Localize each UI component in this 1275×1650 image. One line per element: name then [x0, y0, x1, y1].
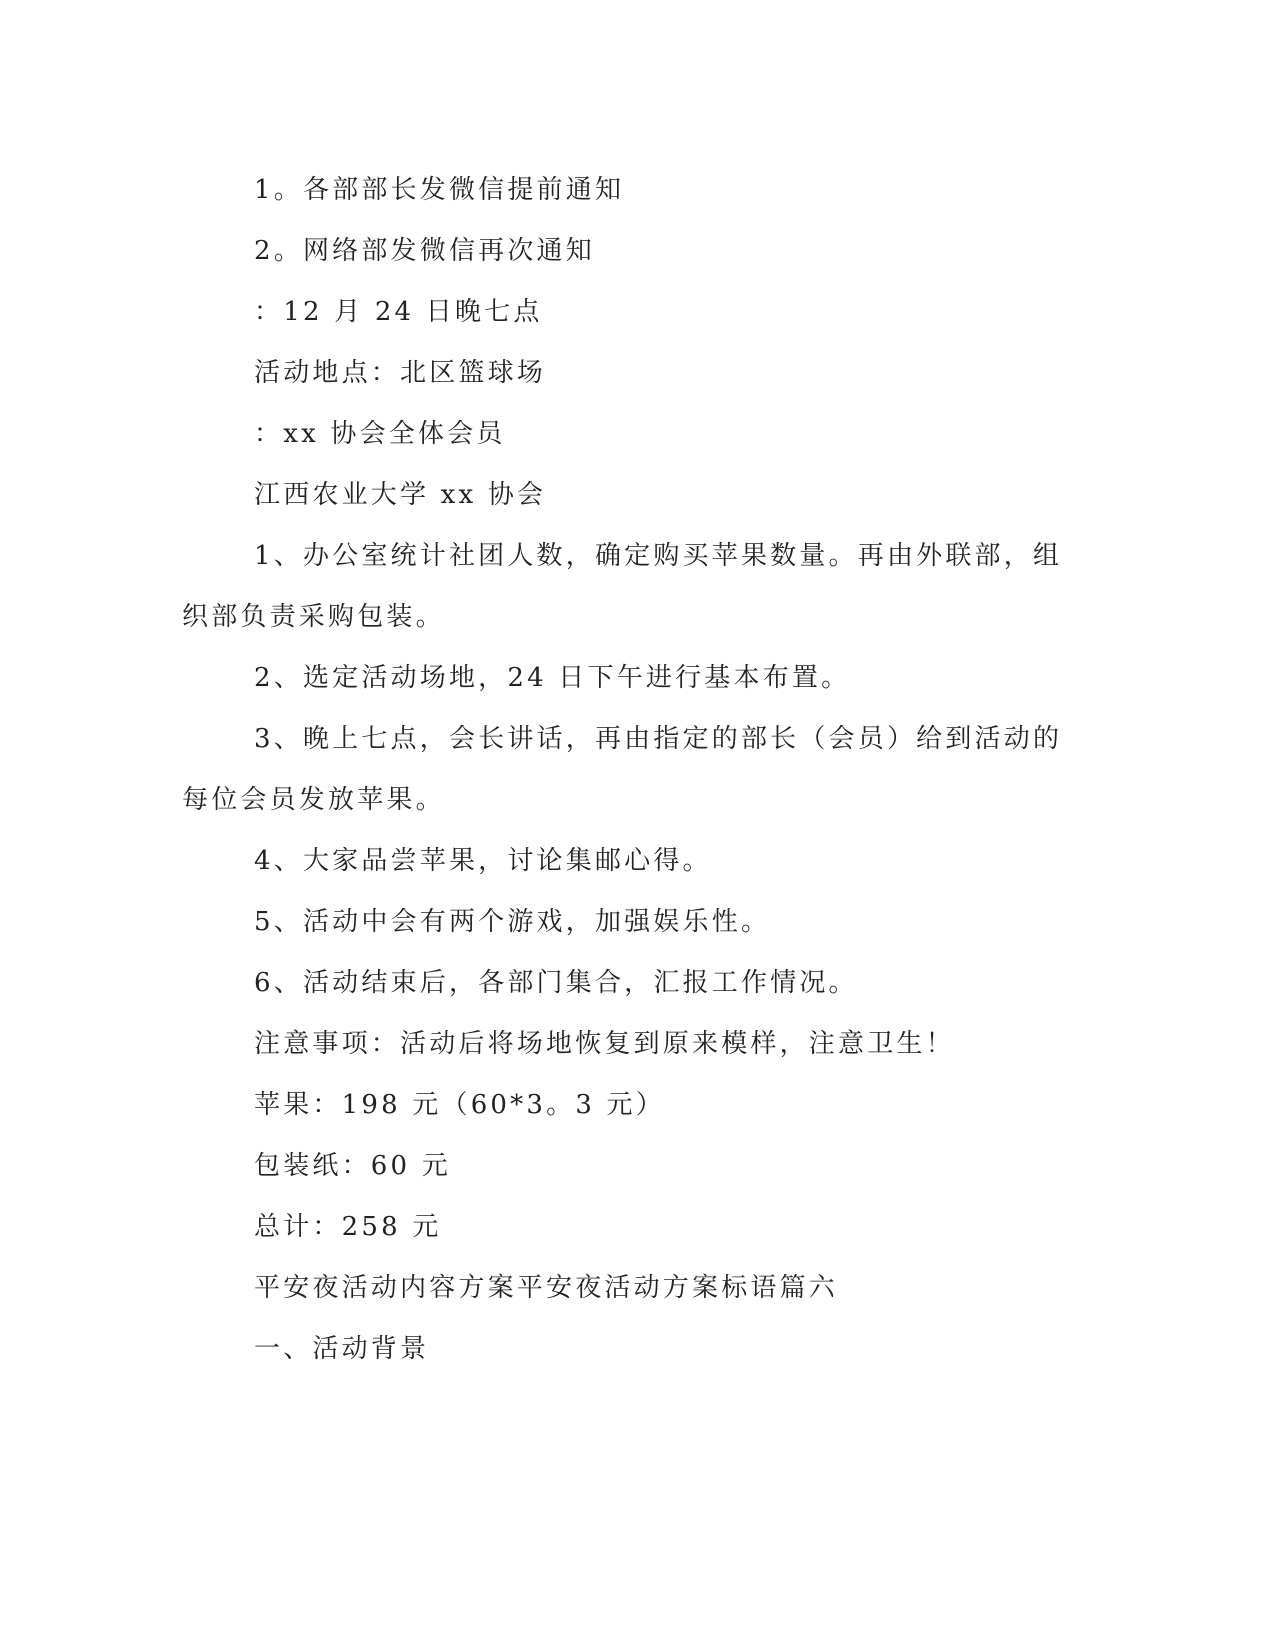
- paragraph-line: 6、活动结束后，各部门集合，汇报工作情况。: [254, 968, 858, 998]
- paragraph-line: 注意事项：活动后将场地恢复到原来模样，注意卫生！: [254, 1029, 955, 1059]
- paragraph-line: 2、选定活动场地，24 日下午进行基本布置。: [254, 663, 851, 693]
- paragraph-line: ：xx 协会全体会员: [254, 419, 506, 449]
- paragraph-line: 苹果：198 元（60*3。3 元）: [254, 1090, 665, 1120]
- paragraph-line: 2。网络部发微信再次通知: [254, 236, 595, 266]
- paragraph-line: 1。各部部长发微信提前通知: [254, 175, 625, 205]
- paragraph-line: 活动地点：北区篮球场: [254, 358, 547, 388]
- paragraph-line: 总计：258 元: [254, 1212, 442, 1242]
- paragraph-line: 织部负责采购包装。: [182, 602, 445, 632]
- paragraph-line: 每位会员发放苹果。: [182, 785, 445, 815]
- paragraph-line: 4、大家品尝苹果，讨论集邮心得。: [254, 846, 712, 876]
- paragraph-line: 3、晚上七点，会长讲话，再由指定的部长（会员）给到活动的: [254, 724, 1063, 754]
- paragraph-line: 包装纸：60 元: [254, 1151, 451, 1181]
- section-heading: 一、活动背景: [254, 1334, 430, 1364]
- document-body: [182, 160, 1063, 1380]
- paragraph-line: 江西农业大学 xx 协会: [254, 480, 547, 510]
- paragraph-line: 5、活动中会有两个游戏，加强娱乐性。: [254, 907, 771, 937]
- paragraph-line: ：12 月 24 日晚七点: [254, 297, 543, 327]
- paragraph-line: 1、办公室统计社团人数，确定购买苹果数量。再由外联部，组: [254, 541, 1063, 571]
- section-title: 平安夜活动内容方案平安夜活动方案标语篇六: [254, 1273, 839, 1303]
